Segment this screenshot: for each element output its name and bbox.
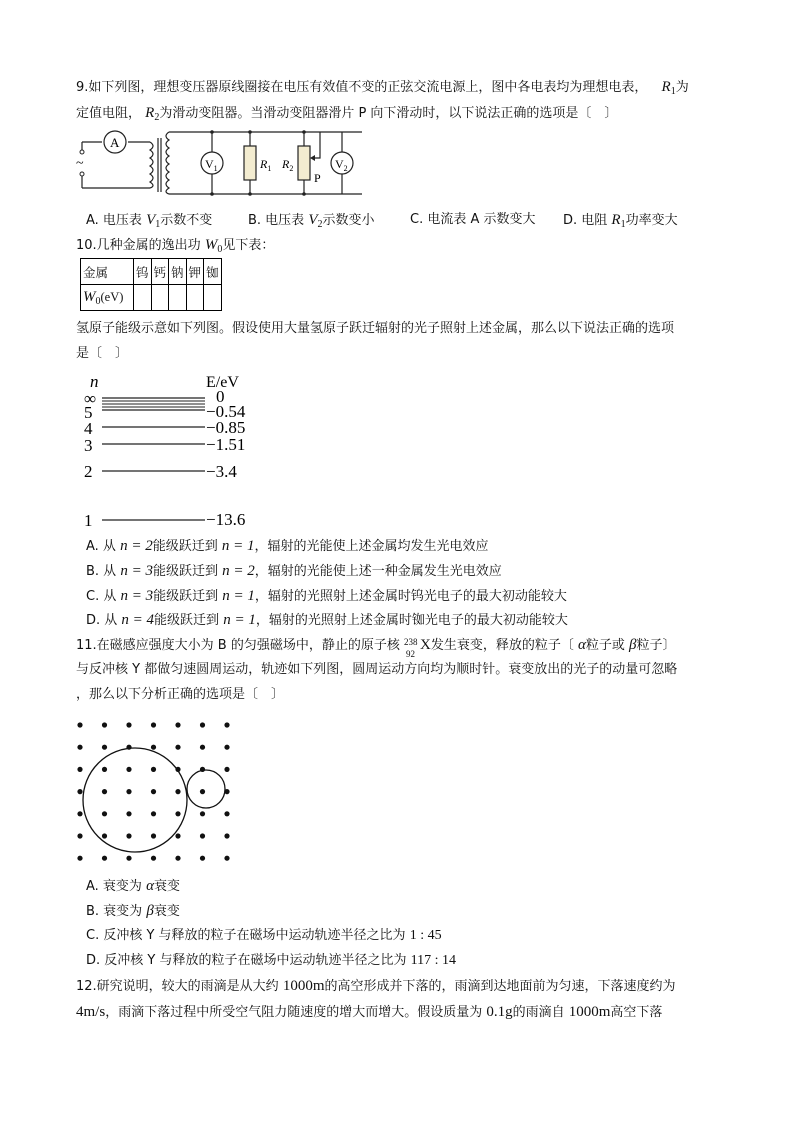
energy-level-diagram	[78, 370, 278, 530]
q10-option-b[interactable]: B. 从 n = 3能级跃迁到 n = 2，辐射的光能使上述一种金属发生光电效应	[86, 563, 502, 579]
field-dot	[175, 789, 180, 794]
field-dot	[77, 833, 82, 838]
primary-coil-icon	[150, 142, 153, 188]
q11-option-b[interactable]: B. 衰变为 β衰变	[86, 903, 180, 919]
q11-option-a[interactable]: A. 衰变为 α衰变	[86, 878, 180, 894]
q10-option-c[interactable]: C. 从 n = 3能级跃迁到 n = 1，辐射的光照射上述金属时钨光电子的最大初动能较大	[86, 588, 567, 604]
table-row-label: $W_0(eV)$	[81, 285, 134, 311]
field-dot	[175, 745, 180, 750]
field-dot	[126, 811, 131, 816]
q9-r1-subscript: 1	[670, 86, 676, 97]
q10-option-a[interactable]: A. 从 n = 2能级跃迁到 n = 1，辐射的光能使上述金属均发生光电效应	[86, 538, 489, 554]
table-cell	[169, 285, 187, 311]
q10-intro-line-1: 氢原子能级示意如下列图。假设使用大量氢原子跃迁辐射的光子照射上述金属，那么以下说法正确的选项	[76, 321, 675, 336]
level-n-5: 5	[84, 403, 93, 422]
field-dot	[77, 856, 82, 861]
source-terminal-bottom	[80, 172, 84, 176]
table-cell: 铷	[204, 259, 222, 285]
field-dot	[224, 811, 229, 816]
q9-circuit-diagram	[72, 128, 372, 200]
field-dot	[200, 722, 205, 727]
level-n-3: 3	[84, 436, 93, 455]
table-cell: 钨	[134, 259, 152, 285]
q9-option-c[interactable]: C. 电流表 A 示数变大	[410, 212, 536, 227]
level-n-4: 4	[84, 419, 93, 438]
r1-label: $R_1$	[260, 157, 272, 173]
field-dot	[151, 833, 156, 838]
work-function-table	[80, 258, 222, 311]
axis-label-energy: E/eV	[206, 374, 239, 391]
ac-source-symbol: ~	[76, 156, 84, 171]
q9-option-b[interactable]: B. 电压表 $V_2$示数变小	[248, 212, 375, 230]
field-dot	[200, 856, 205, 861]
field-dot	[151, 722, 156, 727]
table-cell	[151, 285, 169, 311]
q9-option-d[interactable]: D. 电阻 $R_1$功率变大	[563, 212, 678, 230]
q11-line-1: 11.在磁感应强度大小为 B 的匀强磁场中，静止的原子核 238 92 X发生衰变，释放的粒子〔 α粒子或 β粒子〕	[76, 637, 676, 659]
q9-line-1	[76, 78, 689, 101]
level-n-1: 1	[84, 511, 93, 530]
q9-line1-end: 为	[675, 80, 689, 95]
large-track-circle	[83, 748, 187, 852]
table-cell: 金属	[81, 259, 134, 285]
r2-label: $R_2$	[282, 157, 294, 173]
level-e-5: −0.54	[206, 402, 246, 421]
slider-arrow-icon	[310, 155, 315, 161]
q11-option-d[interactable]: D. 反冲核 Y 与释放的粒子在磁场中运动轨迹半径之比为 117 : 14	[86, 953, 456, 968]
field-dot	[224, 767, 229, 772]
field-dot	[102, 856, 107, 861]
level-e-3: −1.51	[206, 435, 246, 454]
secondary-coil-icon	[166, 132, 169, 194]
ammeter-label: A	[110, 135, 120, 150]
field-dot	[77, 767, 82, 772]
source-terminal-top	[80, 150, 84, 154]
q12-line-2: 4m/s，雨滴下落过程中所受空气阻力随速度的增大而增大。假设质量为 0.1g的雨滴自 1000m高空下落	[76, 1004, 663, 1020]
q9-line2-a: 定值电阻，	[76, 106, 142, 121]
field-dot	[151, 789, 156, 794]
level-e-1: −13.6	[206, 510, 246, 529]
field-dot	[224, 722, 229, 727]
axis-label-n: n	[90, 372, 99, 391]
level-n-2: 2	[84, 462, 93, 481]
magnetic-field-diagram	[74, 716, 244, 864]
field-dot	[126, 767, 131, 772]
field-dot	[126, 856, 131, 861]
field-dot	[77, 789, 82, 794]
q10-title: 10.几种金属的逸出功 $W_0$见下表：	[76, 237, 275, 255]
q11-line-3: ，那么以下分析正确的选项是〔 〕	[76, 687, 285, 702]
field-dot	[77, 722, 82, 727]
v2-label: $V_2$	[335, 157, 348, 173]
q10-intro-line-2: 是〔 〕	[76, 346, 129, 361]
field-dot	[175, 856, 180, 861]
q9-stem-text: 9.如下列图，理想变压器原线圈接在电压有效值不变的正弦交流电源上，图中各电表均为理想电表，	[76, 80, 648, 95]
field-dot	[200, 745, 205, 750]
field-dot	[175, 722, 180, 727]
rheostat-r2-icon	[298, 146, 310, 180]
field-dot	[175, 811, 180, 816]
field-dot	[151, 745, 156, 750]
q10-option-d[interactable]: D. 从 n = 4能级跃迁到 n = 1，辐射的光照射上述金属时铷光电子的最大初动能较大	[86, 612, 568, 628]
field-dot	[102, 767, 107, 772]
field-dots	[77, 722, 229, 860]
q9-r2-subscript: 2	[154, 112, 160, 123]
table-cell	[186, 285, 204, 311]
field-dot	[151, 856, 156, 861]
field-dot	[175, 833, 180, 838]
q12-line-1: 12.研究说明，较大的雨滴是从大约 1000m的高空形成并下落的，雨滴到达地面前为匀速，下落速度约为	[76, 978, 676, 994]
table-cell: 钠	[169, 259, 187, 285]
field-dot	[200, 789, 205, 794]
small-track-circle	[187, 770, 225, 808]
q9-r1-symbol: R	[661, 79, 671, 95]
level-e-2: −3.4	[206, 462, 237, 481]
field-dot	[102, 745, 107, 750]
resistor-r1-icon	[244, 146, 256, 180]
field-dot	[102, 722, 107, 727]
field-dot	[126, 722, 131, 727]
field-dot	[224, 833, 229, 838]
field-dot	[102, 833, 107, 838]
q11-line-2: 与反冲核 Y 都做匀速圆周运动，轨迹如下列图，圆周运动方向均为顺时针。衰变放出的光子的动量可忽略	[76, 662, 678, 677]
field-dot	[200, 833, 205, 838]
field-dot	[126, 789, 131, 794]
q9-r2-symbol: R	[145, 105, 155, 121]
q9-line-2	[76, 104, 617, 127]
table-cell: 钙	[151, 259, 169, 285]
table-cell	[204, 285, 222, 311]
field-dot	[77, 745, 82, 750]
field-dot	[126, 833, 131, 838]
field-dot	[102, 789, 107, 794]
field-dot	[151, 811, 156, 816]
q9-option-a[interactable]: A. 电压表 $V_1$示数不变	[86, 212, 213, 230]
table-cell	[134, 285, 152, 311]
field-dot	[77, 811, 82, 816]
field-dot	[224, 745, 229, 750]
level-e-4: −0.85	[206, 418, 246, 437]
v1-label: $V_1$	[205, 157, 218, 173]
level-e-inf: 0	[216, 387, 225, 406]
field-dot	[151, 767, 156, 772]
table-row	[81, 285, 222, 311]
table-header-row	[81, 259, 222, 285]
level-n-inf: ∞	[84, 389, 97, 408]
q9-line2-b: 为滑动变阻器。当滑动变阻器滑片 P 向下滑动时，以下说法正确的选项是〔 〕	[159, 106, 618, 121]
field-dot	[224, 856, 229, 861]
field-dot	[102, 811, 107, 816]
q11-option-c[interactable]: C. 反冲核 Y 与释放的粒子在磁场中运动轨迹半径之比为 1 : 45	[86, 928, 442, 943]
table-cell: 钾	[186, 259, 204, 285]
slider-p-label: P	[314, 171, 321, 185]
nuclide-notation: 238 92	[404, 637, 418, 659]
field-dot	[200, 811, 205, 816]
